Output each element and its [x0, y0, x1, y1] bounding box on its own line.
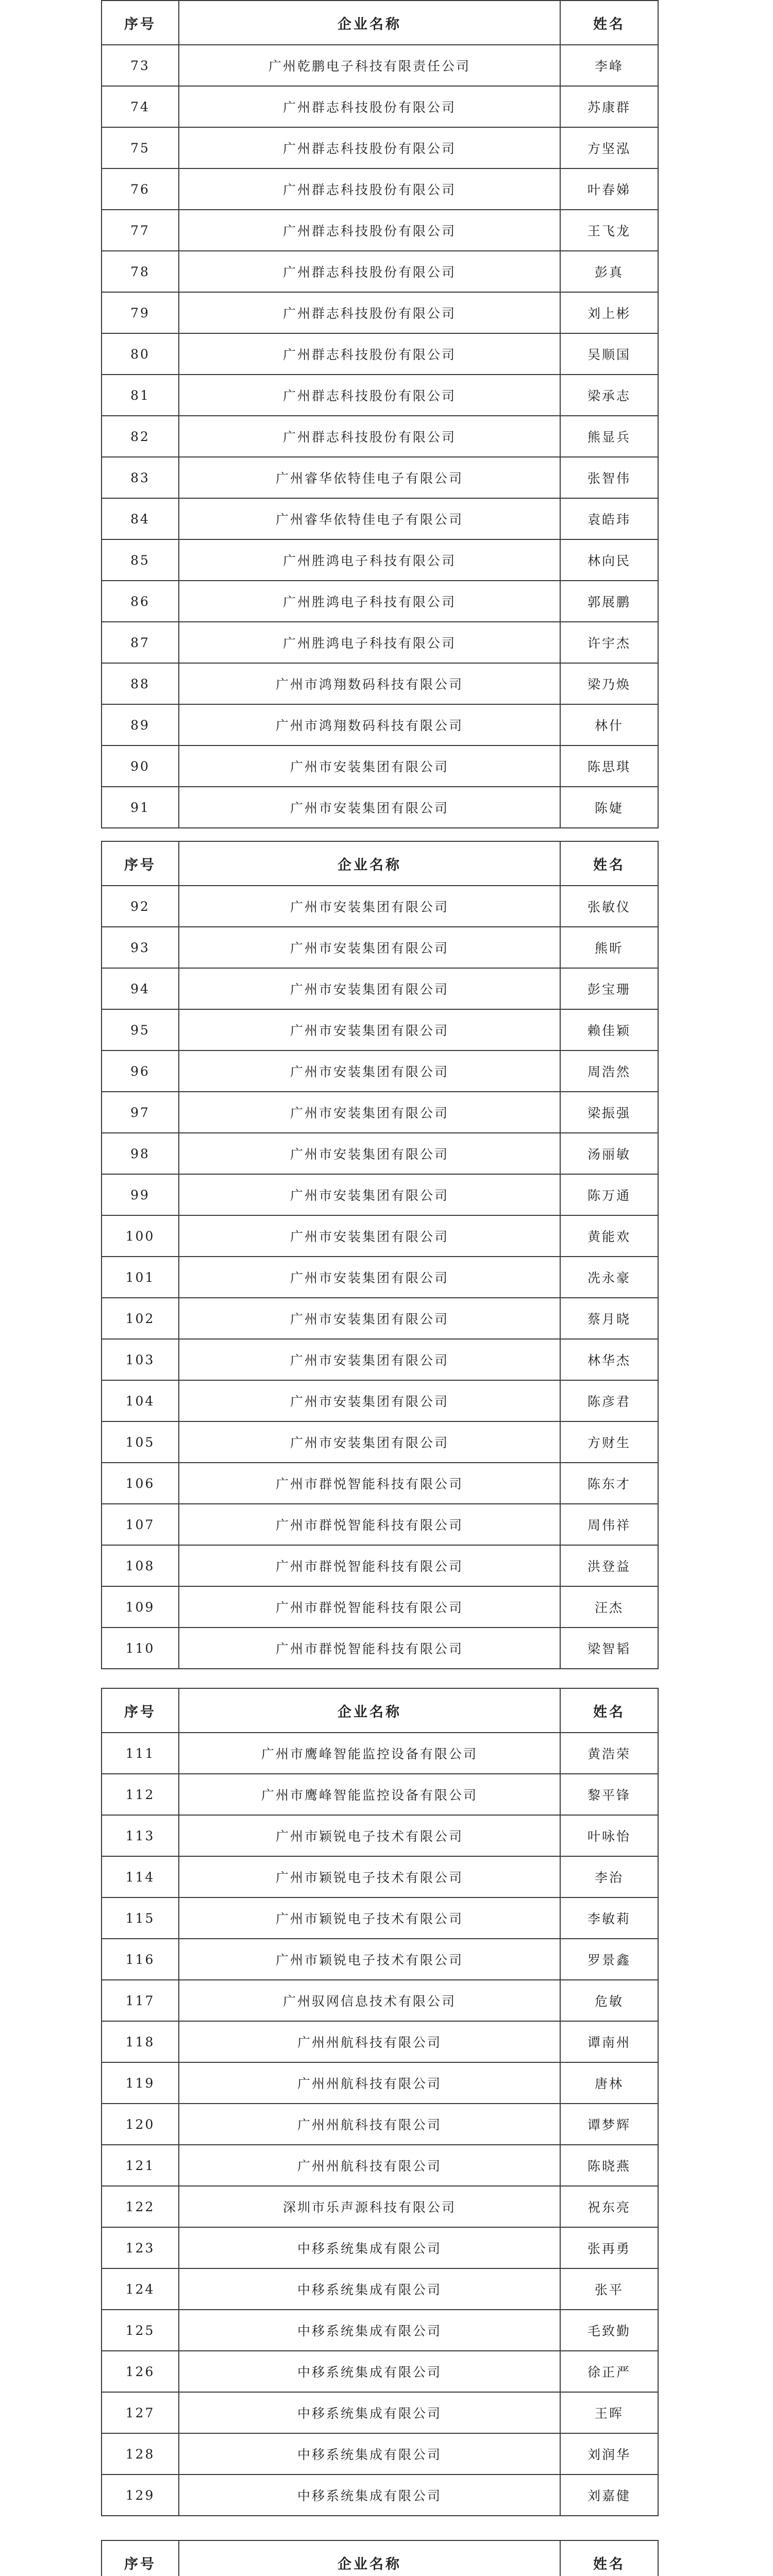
serial-number-cell: 107 — [102, 1504, 179, 1545]
company-name-cell: 广州市安装集团有限公司 — [179, 968, 560, 1009]
person-name-cell: 黄能欢 — [560, 1215, 658, 1257]
person-name-cell: 周伟祥 — [560, 1504, 658, 1545]
header-serial-number: 序号 — [102, 1, 179, 45]
company-name-cell: 广州群志科技股份有限公司 — [179, 375, 560, 416]
company-name-cell: 广州州航科技有限公司 — [179, 2104, 560, 2145]
serial-number-cell: 120 — [102, 2104, 179, 2145]
company-name-cell: 广州市颖锐电子技术有限公司 — [179, 1897, 560, 1939]
table-row — [102, 168, 658, 210]
company-name-cell: 广州群志科技股份有限公司 — [179, 333, 560, 375]
company-name-cell: 广州群志科技股份有限公司 — [179, 168, 560, 210]
table-row — [102, 2351, 658, 2392]
serial-number-cell: 126 — [102, 2351, 179, 2392]
person-name-cell: 苏康群 — [560, 86, 658, 127]
company-name-cell: 广州市安装集团有限公司 — [179, 1174, 560, 1215]
company-name-cell: 广州群志科技股份有限公司 — [179, 292, 560, 333]
table-row — [102, 2021, 658, 2062]
roster-table-2 — [101, 841, 659, 1669]
person-name-cell: 徐正严 — [560, 2351, 658, 2392]
person-name-cell: 陈思琪 — [560, 745, 658, 787]
company-name-cell: 广州睿华依特佳电子有限公司 — [179, 498, 560, 539]
table-row — [102, 210, 658, 251]
person-name-cell: 陈万通 — [560, 1174, 658, 1215]
person-name-cell: 李敏莉 — [560, 1897, 658, 1939]
table-row — [102, 1174, 658, 1215]
serial-number-cell: 108 — [102, 1545, 179, 1586]
company-name-cell: 广州市安装集团有限公司 — [179, 1339, 560, 1380]
serial-number-cell: 77 — [102, 210, 179, 251]
table-row — [102, 581, 658, 622]
header-serial-number: 序号 — [102, 2540, 179, 2576]
company-name-cell: 广州市群悦智能科技有限公司 — [179, 1628, 560, 1669]
person-name-cell: 王晖 — [560, 2392, 658, 2433]
table-row — [102, 1733, 658, 1774]
person-name-cell: 周浩然 — [560, 1050, 658, 1092]
person-name-cell: 林什 — [560, 704, 658, 745]
company-name-cell: 广州市颖锐电子技术有限公司 — [179, 1815, 560, 1856]
table-row — [102, 2062, 658, 2104]
serial-number-cell: 97 — [102, 1092, 179, 1133]
serial-number-cell: 98 — [102, 1133, 179, 1174]
table-row — [102, 45, 658, 86]
table-row — [102, 1628, 658, 1669]
company-name-cell: 广州市群悦智能科技有限公司 — [179, 1463, 560, 1504]
serial-number-cell: 100 — [102, 1215, 179, 1257]
serial-number-cell: 114 — [102, 1856, 179, 1897]
person-name-cell: 王飞龙 — [560, 210, 658, 251]
person-name-cell: 冼永豪 — [560, 1257, 658, 1298]
serial-number-cell: 123 — [102, 2227, 179, 2268]
company-name-cell: 广州市颖锐电子技术有限公司 — [179, 1856, 560, 1897]
person-name-cell: 赖佳颖 — [560, 1009, 658, 1050]
serial-number-cell: 80 — [102, 333, 179, 375]
company-name-cell: 广州市安装集团有限公司 — [179, 886, 560, 927]
table-row — [102, 1897, 658, 1939]
header-row — [102, 1688, 658, 1733]
serial-number-cell: 74 — [102, 86, 179, 127]
company-name-cell: 广州市安装集团有限公司 — [179, 745, 560, 787]
person-name-cell: 汪杰 — [560, 1586, 658, 1628]
table-row — [102, 251, 658, 292]
company-name-cell: 广州乾鹏电子科技有限责任公司 — [179, 45, 560, 86]
person-name-cell: 毛致勤 — [560, 2310, 658, 2351]
table-row — [102, 2268, 658, 2310]
table-row — [102, 1463, 658, 1504]
company-name-cell: 广州胜鸿电子科技有限公司 — [179, 581, 560, 622]
company-name-cell: 中移系统集成有限公司 — [179, 2227, 560, 2268]
table-row — [102, 1092, 658, 1133]
serial-number-cell: 102 — [102, 1298, 179, 1339]
roster-page-1 — [101, 0, 659, 828]
person-name-cell: 张敏仪 — [560, 886, 658, 927]
serial-number-cell: 128 — [102, 2433, 179, 2475]
table-row — [102, 2433, 658, 2475]
company-name-cell: 广州群志科技股份有限公司 — [179, 416, 560, 457]
company-name-cell: 广州州航科技有限公司 — [179, 2062, 560, 2104]
company-name-cell: 广州市安装集团有限公司 — [179, 1257, 560, 1298]
table-row — [102, 127, 658, 168]
person-name-cell: 唐林 — [560, 2062, 658, 2104]
company-name-cell: 广州市安装集团有限公司 — [179, 1133, 560, 1174]
company-name-cell: 中移系统集成有限公司 — [179, 2310, 560, 2351]
table-row — [102, 1257, 658, 1298]
company-name-cell: 广州市群悦智能科技有限公司 — [179, 1504, 560, 1545]
company-name-cell: 广州胜鸿电子科技有限公司 — [179, 539, 560, 581]
person-name-cell: 吴顺国 — [560, 333, 658, 375]
company-name-cell: 广州州航科技有限公司 — [179, 2145, 560, 2186]
company-name-cell: 广州市安装集团有限公司 — [179, 1215, 560, 1257]
serial-number-cell: 109 — [102, 1586, 179, 1628]
person-name-cell: 彭宝珊 — [560, 968, 658, 1009]
roster-page-3 — [101, 1688, 659, 2516]
company-name-cell: 广州市鸿翔数码科技有限公司 — [179, 663, 560, 704]
serial-number-cell: 110 — [102, 1628, 179, 1669]
serial-number-cell: 94 — [102, 968, 179, 1009]
roster-page-4 — [101, 2540, 659, 2576]
person-name-cell: 刘嘉健 — [560, 2475, 658, 2516]
person-name-cell: 叶春娣 — [560, 168, 658, 210]
serial-number-cell: 73 — [102, 45, 179, 86]
table-row — [102, 1586, 658, 1628]
serial-number-cell: 127 — [102, 2392, 179, 2433]
table-row — [102, 1939, 658, 1980]
table-row — [102, 2475, 658, 2516]
person-name-cell: 罗景鑫 — [560, 1939, 658, 1980]
roster-table-1 — [101, 0, 659, 828]
table-row — [102, 1009, 658, 1050]
person-name-cell: 蔡月晓 — [560, 1298, 658, 1339]
serial-number-cell: 121 — [102, 2145, 179, 2186]
serial-number-cell: 86 — [102, 581, 179, 622]
serial-number-cell: 104 — [102, 1380, 179, 1421]
person-name-cell: 彭真 — [560, 251, 658, 292]
company-name-cell: 广州睿华依特佳电子有限公司 — [179, 457, 560, 498]
company-name-cell: 广州市安装集团有限公司 — [179, 927, 560, 968]
company-name-cell: 中移系统集成有限公司 — [179, 2475, 560, 2516]
person-name-cell: 方财生 — [560, 1421, 658, 1463]
table-row — [102, 886, 658, 927]
company-name-cell: 广州市颖锐电子技术有限公司 — [179, 1939, 560, 1980]
header-person-name: 姓名 — [560, 1688, 658, 1733]
serial-number-cell: 92 — [102, 886, 179, 927]
person-name-cell: 刘润华 — [560, 2433, 658, 2475]
table-row — [102, 86, 658, 127]
table-row — [102, 1215, 658, 1257]
table-row — [102, 663, 658, 704]
table-row — [102, 1545, 658, 1586]
company-name-cell: 广州市安装集团有限公司 — [179, 1380, 560, 1421]
company-name-cell: 广州州航科技有限公司 — [179, 2021, 560, 2062]
table-row — [102, 292, 658, 333]
table-row — [102, 1380, 658, 1421]
person-name-cell: 祝东亮 — [560, 2186, 658, 2227]
serial-number-cell: 81 — [102, 375, 179, 416]
serial-number-cell: 96 — [102, 1050, 179, 1092]
table-row — [102, 1504, 658, 1545]
person-name-cell: 熊显兵 — [560, 416, 658, 457]
person-name-cell: 梁承志 — [560, 375, 658, 416]
serial-number-cell: 79 — [102, 292, 179, 333]
table-row — [102, 539, 658, 581]
serial-number-cell: 85 — [102, 539, 179, 581]
table-row — [102, 1421, 658, 1463]
header-row — [102, 841, 658, 886]
serial-number-cell: 82 — [102, 416, 179, 457]
header-row — [102, 1, 658, 45]
header-serial-number: 序号 — [102, 1688, 179, 1733]
header-row — [102, 2540, 658, 2576]
header-person-name: 姓名 — [560, 1, 658, 45]
serial-number-cell: 122 — [102, 2186, 179, 2227]
company-name-cell: 广州市安装集团有限公司 — [179, 1298, 560, 1339]
person-name-cell: 谭南州 — [560, 2021, 658, 2062]
serial-number-cell: 106 — [102, 1463, 179, 1504]
roster-table-3 — [101, 1688, 659, 2516]
table-row — [102, 745, 658, 787]
company-name-cell: 广州市鸿翔数码科技有限公司 — [179, 704, 560, 745]
serial-number-cell: 103 — [102, 1339, 179, 1380]
person-name-cell: 梁乃焕 — [560, 663, 658, 704]
person-name-cell: 汤丽敏 — [560, 1133, 658, 1174]
serial-number-cell: 89 — [102, 704, 179, 745]
serial-number-cell: 115 — [102, 1897, 179, 1939]
table-row — [102, 2186, 658, 2227]
person-name-cell: 郭展鹏 — [560, 581, 658, 622]
serial-number-cell: 101 — [102, 1257, 179, 1298]
person-name-cell: 梁振强 — [560, 1092, 658, 1133]
serial-number-cell: 112 — [102, 1774, 179, 1815]
serial-number-cell: 83 — [102, 457, 179, 498]
person-name-cell: 梁智韬 — [560, 1628, 658, 1669]
serial-number-cell: 116 — [102, 1939, 179, 1980]
person-name-cell: 洪登益 — [560, 1545, 658, 1586]
serial-number-cell: 129 — [102, 2475, 179, 2516]
person-name-cell: 方坚泓 — [560, 127, 658, 168]
person-name-cell: 许宇杰 — [560, 622, 658, 663]
roster-page-2 — [101, 841, 659, 1669]
person-name-cell: 李治 — [560, 1856, 658, 1897]
serial-number-cell: 99 — [102, 1174, 179, 1215]
serial-number-cell: 95 — [102, 1009, 179, 1050]
company-name-cell: 广州市安装集团有限公司 — [179, 1050, 560, 1092]
person-name-cell: 陈婕 — [560, 787, 658, 828]
table-row — [102, 787, 658, 828]
table-row — [102, 1339, 658, 1380]
person-name-cell: 林向民 — [560, 539, 658, 581]
company-name-cell: 广州胜鸿电子科技有限公司 — [179, 622, 560, 663]
person-name-cell: 陈东才 — [560, 1463, 658, 1504]
table-row — [102, 1298, 658, 1339]
person-name-cell: 袁皓玮 — [560, 498, 658, 539]
table-row — [102, 1133, 658, 1174]
table-row — [102, 2104, 658, 2145]
company-name-cell: 广州驭网信息技术有限公司 — [179, 1980, 560, 2021]
person-name-cell: 刘上彬 — [560, 292, 658, 333]
table-row — [102, 968, 658, 1009]
person-name-cell: 张平 — [560, 2268, 658, 2310]
company-name-cell: 广州市群悦智能科技有限公司 — [179, 1545, 560, 1586]
company-name-cell: 广州市安装集团有限公司 — [179, 787, 560, 828]
table-row — [102, 927, 658, 968]
person-name-cell: 林华杰 — [560, 1339, 658, 1380]
header-person-name: 姓名 — [560, 2540, 658, 2576]
table-row — [102, 1980, 658, 2021]
serial-number-cell: 84 — [102, 498, 179, 539]
person-name-cell: 黎平锋 — [560, 1774, 658, 1815]
company-name-cell: 中移系统集成有限公司 — [179, 2392, 560, 2433]
company-name-cell: 广州市安装集团有限公司 — [179, 1092, 560, 1133]
serial-number-cell: 93 — [102, 927, 179, 968]
company-name-cell: 广州市安装集团有限公司 — [179, 1421, 560, 1463]
header-company-name: 企业名称 — [179, 1, 560, 45]
serial-number-cell: 124 — [102, 2268, 179, 2310]
company-name-cell: 广州市群悦智能科技有限公司 — [179, 1586, 560, 1628]
serial-number-cell: 88 — [102, 663, 179, 704]
table-row — [102, 1774, 658, 1815]
table-row — [102, 1815, 658, 1856]
company-name-cell: 广州市鹰峰智能监控设备有限公司 — [179, 1733, 560, 1774]
company-name-cell: 广州群志科技股份有限公司 — [179, 251, 560, 292]
company-name-cell: 广州群志科技股份有限公司 — [179, 127, 560, 168]
table-row — [102, 1050, 658, 1092]
person-name-cell: 陈晓燕 — [560, 2145, 658, 2186]
header-company-name: 企业名称 — [179, 1688, 560, 1733]
company-name-cell: 广州市鹰峰智能监控设备有限公司 — [179, 1774, 560, 1815]
serial-number-cell: 90 — [102, 745, 179, 787]
table-row — [102, 2145, 658, 2186]
company-name-cell: 广州群志科技股份有限公司 — [179, 210, 560, 251]
serial-number-cell: 105 — [102, 1421, 179, 1463]
table-row — [102, 333, 658, 375]
serial-number-cell: 87 — [102, 622, 179, 663]
company-name-cell: 广州群志科技股份有限公司 — [179, 86, 560, 127]
table-row — [102, 375, 658, 416]
serial-number-cell: 113 — [102, 1815, 179, 1856]
person-name-cell: 叶咏怡 — [560, 1815, 658, 1856]
serial-number-cell: 111 — [102, 1733, 179, 1774]
company-name-cell: 中移系统集成有限公司 — [179, 2433, 560, 2475]
person-name-cell: 熊昕 — [560, 927, 658, 968]
serial-number-cell: 78 — [102, 251, 179, 292]
company-name-cell: 深圳市乐声源科技有限公司 — [179, 2186, 560, 2227]
person-name-cell: 张智伟 — [560, 457, 658, 498]
serial-number-cell: 117 — [102, 1980, 179, 2021]
serial-number-cell: 76 — [102, 168, 179, 210]
table-row — [102, 416, 658, 457]
company-name-cell: 中移系统集成有限公司 — [179, 2268, 560, 2310]
person-name-cell: 谭梦辉 — [560, 2104, 658, 2145]
person-name-cell: 张再勇 — [560, 2227, 658, 2268]
serial-number-cell: 91 — [102, 787, 179, 828]
person-name-cell: 危敏 — [560, 1980, 658, 2021]
header-person-name: 姓名 — [560, 841, 658, 886]
person-name-cell: 李峰 — [560, 45, 658, 86]
table-row — [102, 2310, 658, 2351]
table-row — [102, 2392, 658, 2433]
table-row — [102, 2227, 658, 2268]
serial-number-cell: 119 — [102, 2062, 179, 2104]
header-company-name: 企业名称 — [179, 841, 560, 886]
serial-number-cell: 75 — [102, 127, 179, 168]
serial-number-cell: 125 — [102, 2310, 179, 2351]
table-row — [102, 1856, 658, 1897]
table-row — [102, 457, 658, 498]
person-name-cell: 黄浩荣 — [560, 1733, 658, 1774]
table-row — [102, 622, 658, 663]
company-name-cell: 广州市安装集团有限公司 — [179, 1009, 560, 1050]
serial-number-cell: 118 — [102, 2021, 179, 2062]
table-row — [102, 498, 658, 539]
header-serial-number: 序号 — [102, 841, 179, 886]
roster-table-4 — [101, 2540, 659, 2576]
header-company-name: 企业名称 — [179, 2540, 560, 2576]
table-row — [102, 704, 658, 745]
person-name-cell: 陈彦君 — [560, 1380, 658, 1421]
company-name-cell: 中移系统集成有限公司 — [179, 2351, 560, 2392]
